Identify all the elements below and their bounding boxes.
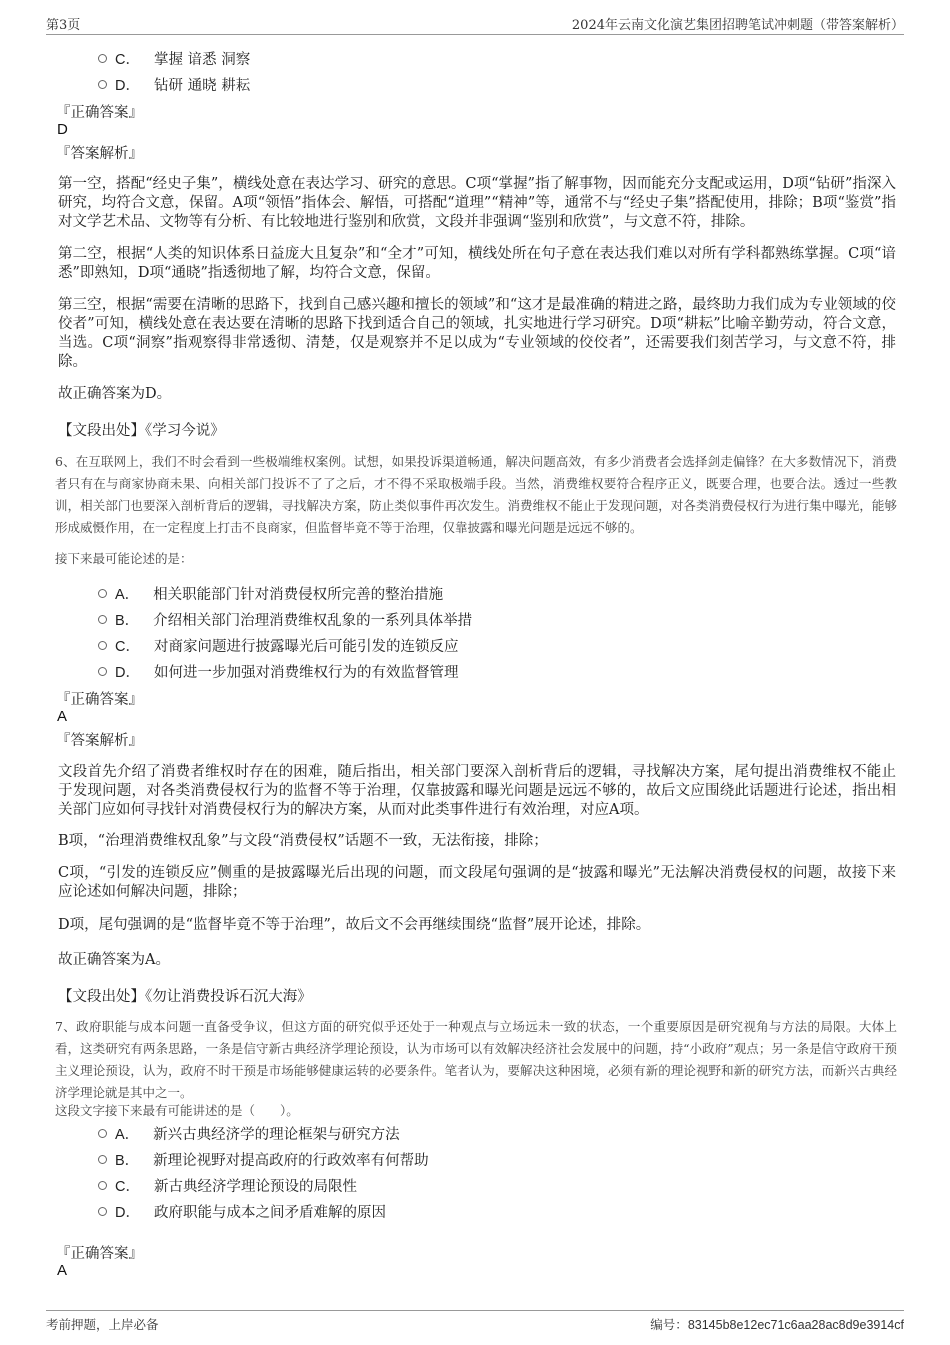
radio-icon[interactable]	[98, 667, 107, 676]
radio-icon[interactable]	[98, 1207, 107, 1216]
q6-analysis-p1: 文段首先介绍了消费者维权时存在的困难，随后指出，相关部门要深入剖析背后的逻辑，寻找解决方案，尾句提出消费维权不能止于发现问题，对各类消费侵权行为的监督不等于治理，仅靠披露和曝光问题是远远不够的，故后文应围绕此话题进行论述，指出相关部门应如何寻找针对消费侵权行为的解决方案，从而对此类事件进行有效治理，对应A项。	[58, 764, 896, 818]
option-text: 钻研 通晓 耕耘	[153, 78, 251, 94]
option-text: 掌握 谙悉 洞察	[153, 52, 251, 68]
q6-conclusion: 故正确答案为A。	[58, 952, 170, 968]
q6-analysis-p2: B项，“治理消费维权乱象”与文段“消费侵权”话题不一致，无法衔接，排除；	[58, 833, 548, 849]
page-number: 第3页	[46, 18, 81, 33]
q6-option-c[interactable]	[98, 635, 458, 656]
option-key: C．	[115, 52, 140, 68]
option-key: D．	[115, 78, 140, 94]
q6-source: 【文段出处】《勿让消费投诉石沉大海》	[58, 989, 312, 1005]
q6-answer-label: 『正确答案』	[56, 692, 143, 708]
page-footer	[46, 1310, 904, 1337]
option-key: D．	[115, 1205, 140, 1221]
q5-option-d[interactable]	[98, 74, 250, 95]
q6-option-a[interactable]	[98, 583, 443, 604]
q7-question: 7、政府职能与成本问题一直备受争议，但这方面的研究似乎还处于一种观点与立场远未一致的状态，一个重要原因是研究视角与方法的局限。大体上看，这类研究有两条思路，一条是信守新古典经济学理论预设，认为市场可以有效解决经济社会发展中的问题，持“小政府”观点；另一条是信守政府干预主义理论预设，认为，政府不时干预是市场能够健康运转的必要条件。笔者认为，要解决这种困境，必须有新的理论视野和新的研究方法，而新兴古典经济学理论就是其中之一。	[55, 1019, 897, 1100]
radio-icon[interactable]	[98, 615, 107, 624]
q5-source: 【文段出处】《学习今说》	[58, 423, 225, 439]
option-text: 新理论视野对提高政府的行政效率有何帮助	[153, 1153, 429, 1169]
page-header	[46, 14, 904, 35]
radio-icon[interactable]	[98, 1155, 107, 1164]
radio-icon[interactable]	[98, 641, 107, 650]
q5-answer: D	[57, 121, 68, 138]
q6-analysis-p4: D项，尾句强调的是“监督毕竟不等于治理”，故后文不会再继续围绕“监督”展开论述，排除。	[58, 917, 651, 933]
q7-answer: A	[57, 1262, 68, 1279]
option-key: A．	[115, 1127, 140, 1143]
option-key: B．	[115, 613, 140, 629]
radio-icon[interactable]	[98, 589, 107, 598]
q6-question: 6、在互联网上，我们不时会看到一些极端维权案例。试想，如果投诉渠道畅通，解决问题高效，有多少消费者会选择剑走偏锋？在大多数情况下，消费者只有在与商家协商未果、向相关部门投诉不了了之后，才不得不采取极端手段。当然，消费维权要符合程序正义，既要合理，也要合法。透过一些教训，相关部门也要深入剖析背后的逻辑，寻找解决方案，防止类似事件再次发生。消费维权不能止于发现问题，对各类消费侵权行为进行集中曝光，能够形成威慑作用，在一定程度上打击不良商家，但监督毕竟不等于治理，仅靠披露和曝光问题是远远不够的。	[55, 454, 897, 535]
radio-icon[interactable]	[98, 80, 107, 89]
q5-analysis-p1: 第一空，搭配“经史子集”，横线处意在表达学习、研究的意思。C项“掌握”指了解事物，因而能充分支配或运用，D项“钻研”指深入研究，均符合文意，保留。A项“领悟”指体会、解悟，可搭配“道理”“精神”等，通常不与“经史子集”搭配使用，排除；B项“鉴赏”指对文学艺术品、文物等有分析、有比较地进行鉴别和欣赏，文段并非强调“鉴别和欣赏”，与文意不符，排除。	[58, 176, 896, 230]
option-key: C．	[115, 639, 140, 655]
radio-icon[interactable]	[98, 1181, 107, 1190]
option-text: 政府职能与成本之间矛盾难解的原因	[153, 1205, 386, 1221]
q6-prompt: 接下来最可能论述的是：	[55, 551, 193, 566]
document-title: 2024年云南文化演艺集团招聘笔试冲刺题（带答案解析）	[571, 18, 904, 33]
q6-option-d[interactable]	[98, 661, 458, 682]
option-key: B．	[115, 1153, 140, 1169]
option-text: 相关职能部门针对消费侵权所完善的整治措施	[153, 587, 444, 603]
q6-analysis-label: 『答案解析』	[56, 733, 143, 749]
q5-analysis-label: 『答案解析』	[56, 146, 143, 162]
footer-code	[650, 1315, 904, 1333]
option-text: 新兴古典经济学的理论框架与研究方法	[153, 1127, 400, 1143]
q7-option-c[interactable]	[98, 1175, 357, 1196]
option-key: C．	[115, 1179, 140, 1195]
q6-analysis-p3: C项，“引发的连锁反应”侧重的是披露曝光后出现的问题，而文段尾句强调的是“披露和曝光”无法解决消费侵权的问题，故接下来应论述如何解决问题，排除；	[58, 865, 896, 900]
q7-option-d[interactable]	[98, 1201, 386, 1222]
q5-analysis-p3: 第三空，根据“需要在清晰的思路下，找到自己感兴趣和擅长的领域”和“这才是最准确的精进之路，最终助力我们成为专业领域的佼佼者”可知，横线处意在表达要在清晰的思路下找到适合自己的领域，扎实地进行学习研究。D项“耕耘”比喻辛勤劳动，符合文意，当选。C项“洞察”指观察得非常透彻、清楚，仅是观察并不足以成为“专业领域的佼佼者”，还需要我们刻苦学习，与文意不符，排除。	[58, 297, 896, 370]
radio-icon[interactable]	[98, 1129, 107, 1138]
q5-answer-label: 『正确答案』	[56, 105, 143, 121]
option-text: 如何进一步加强对消费维权行为的有效监督管理	[153, 665, 459, 681]
radio-icon[interactable]	[98, 54, 107, 63]
q6-answer: A	[57, 708, 68, 725]
q5-conclusion: 故正确答案为D。	[58, 386, 172, 402]
footer-code-label: 编号：	[650, 1317, 688, 1332]
footer-code-value: 83145b8e12ec71c6aa28ac8d9e3914cf	[687, 1318, 904, 1332]
option-text: 介绍相关部门治理消费维权乱象的一系列具体举措	[153, 613, 473, 629]
option-key: A．	[115, 587, 140, 603]
option-text: 对商家问题进行披露曝光后可能引发的连锁反应	[153, 639, 459, 655]
option-text: 新古典经济学理论预设的局限性	[153, 1179, 357, 1195]
q7-answer-label: 『正确答案』	[56, 1246, 143, 1262]
option-key: D．	[115, 665, 140, 681]
q5-option-c[interactable]	[98, 48, 250, 69]
q7-option-b[interactable]	[98, 1149, 429, 1170]
q6-option-b[interactable]	[98, 609, 472, 630]
q5-analysis-p2: 第二空，根据“人类的知识体系日益庞大且复杂”和“全才”可知，横线处所在句子意在表达我们难以对所有学科都熟练掌握。C项“谙悉”即熟知，D项“通晓”指透彻地了解，均符合文意，保留。	[58, 246, 896, 281]
footer-slogan: 考前押题，上岸必备	[46, 1317, 159, 1332]
q7-prompt: 这段文字接下来最有可能讲述的是（ ）。	[55, 1103, 299, 1118]
q7-option-a[interactable]	[98, 1123, 400, 1144]
